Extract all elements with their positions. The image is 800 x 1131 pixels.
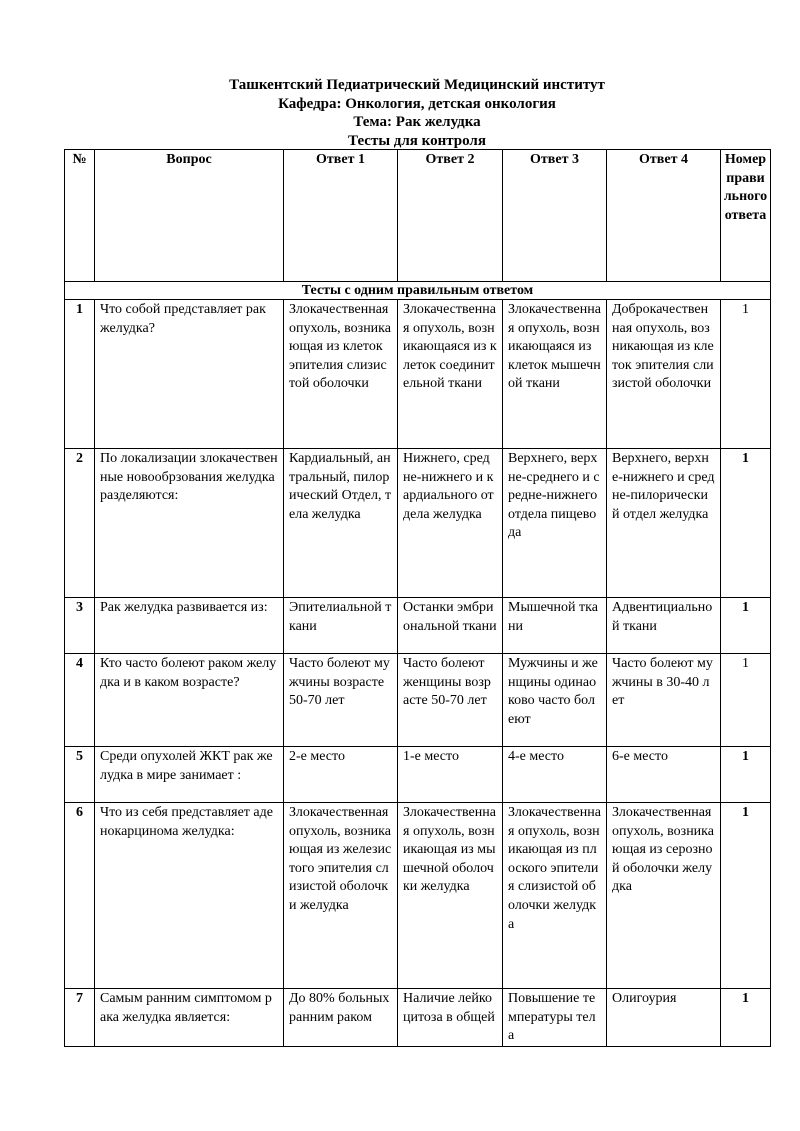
correct-answer-cell: 1 — [721, 989, 771, 1047]
tests-title: Тесты для контроля — [348, 132, 486, 149]
table-row — [65, 598, 771, 654]
table-row — [65, 654, 771, 747]
answer-3-cell: Повышение температуры тела — [503, 989, 607, 1047]
answer-3-cell: Верхнего, верхне-среднего и средне-нижнего отдела пищевода — [503, 449, 607, 598]
answer-3-cell: Мужчины и женщины одинаоково часто болеют — [503, 654, 607, 747]
row-number: 5 — [65, 747, 95, 803]
answer-4-cell: Доброкачественная опухоль, возникающая из клеток эпителия слизистой оболочки — [607, 300, 721, 449]
table-row — [65, 747, 771, 803]
answer-4-cell: 6-е место — [607, 747, 721, 803]
section-row — [65, 282, 771, 300]
row-number: 3 — [65, 598, 95, 654]
table-row — [65, 449, 771, 598]
answer-1-cell: Часто болеют мужчины возрасте 50-70 лет — [284, 654, 398, 747]
table-row — [65, 989, 771, 1047]
answer-1-cell: Эпителиальной ткани — [284, 598, 398, 654]
tests-table — [64, 149, 771, 1047]
answer-1-cell: Кардиальный, антральный, пилорический Отдел, тела желудка — [284, 449, 398, 598]
answer-1-cell: До 80% больных ранним раком — [284, 989, 398, 1047]
question-cell: Среди опухолей ЖКТ рак желудка в мире занимает : — [95, 747, 284, 803]
correct-answer-cell: 1 — [721, 300, 771, 449]
answer-1-cell: 2-е место — [284, 747, 398, 803]
column-header-question: Вопрос — [95, 150, 284, 282]
row-number: 2 — [65, 449, 95, 598]
institute-title: Ташкентский Педиатрический Медицинский институт — [229, 77, 605, 93]
correct-answer-cell: 1 — [721, 654, 771, 747]
answer-4-cell: Олигоурия — [607, 989, 721, 1047]
answer-2-cell: Останки эмбриональной ткани — [398, 598, 503, 654]
answer-3-cell: Злокачественная опухоль, возникающая из плоского эпителия слизистой оболочки желудка — [503, 803, 607, 989]
answer-2-cell: Часто болеют женщины возрасте 50-70 лет — [398, 654, 503, 747]
row-number: 7 — [65, 989, 95, 1047]
answer-2-cell: 1-е место — [398, 747, 503, 803]
question-cell: По локализации злокачественные новообрзования желудка разделяются: — [95, 449, 284, 598]
correct-answer-cell: 1 — [721, 598, 771, 654]
answer-2-cell: Злокачественная опухоль, возникающая из мышечной оболочки желудка — [398, 803, 503, 989]
question-cell: Что из себя представляет аденокарцинома желудка: — [95, 803, 284, 989]
row-number: 6 — [65, 803, 95, 989]
answer-3-cell: Мышечной ткани — [503, 598, 607, 654]
department-title: Кафедра: Онкология, детская онкология — [278, 95, 556, 112]
question-cell: Что собой представляет рак желудка? — [95, 300, 284, 449]
column-header-answer-3: Ответ 3 — [503, 150, 607, 282]
correct-answer-cell: 1 — [721, 803, 771, 989]
question-cell: Кто часто болеют раком желудка и в каком возрасте? — [95, 654, 284, 747]
answer-2-cell: Злокачественная опухоль, возникающаяся из клеток соединительной ткани — [398, 300, 503, 449]
table-row — [65, 300, 771, 449]
row-number: 4 — [65, 654, 95, 747]
section-title: Тесты с одним правильным ответом — [65, 282, 771, 300]
document-header — [64, 76, 770, 150]
answer-1-cell: Злокачественная опухоль, возникающая из железистого эпителия слизистой оболочки желудка — [284, 803, 398, 989]
column-header-number: № — [65, 150, 95, 282]
column-header-answer-4: Ответ 4 — [607, 150, 721, 282]
column-header-answer-1: Ответ 1 — [284, 150, 398, 282]
answer-3-cell: Злокачественная опухоль, возникающаяся из клеток мышечной ткани — [503, 300, 607, 449]
answer-4-cell: Адвентициальной ткани — [607, 598, 721, 654]
answer-4-cell: Часто болеют мужчины в 30-40 лет — [607, 654, 721, 747]
column-header-answer-2: Ответ 2 — [398, 150, 503, 282]
answer-1-cell: Злокачественная опухоль, возникающая из клеток эпителия слизистой оболочки — [284, 300, 398, 449]
correct-answer-cell: 1 — [721, 449, 771, 598]
answer-2-cell: Нижнего, средне-нижнего и кардиального отдела желудка — [398, 449, 503, 598]
table-row — [65, 803, 771, 989]
answer-4-cell: Верхнего, верхне-нижнего и средне-пилорический отдел желудка — [607, 449, 721, 598]
row-number: 1 — [65, 300, 95, 449]
table-header-row — [65, 150, 771, 282]
question-cell: Самым ранним симптомом рака желудка является: — [95, 989, 284, 1047]
answer-4-cell: Злокачественная опухоль, возникающая из серозной оболочки желудка — [607, 803, 721, 989]
question-cell: Рак желудка развивается из: — [95, 598, 284, 654]
column-header-correct-answer: Номер правильного ответа — [721, 150, 771, 282]
answer-3-cell: 4-е место — [503, 747, 607, 803]
answer-2-cell: Наличие лейкоцитоза в общей — [398, 989, 503, 1047]
topic-title: Тема: Рак желудка — [353, 114, 481, 130]
correct-answer-cell: 1 — [721, 747, 771, 803]
